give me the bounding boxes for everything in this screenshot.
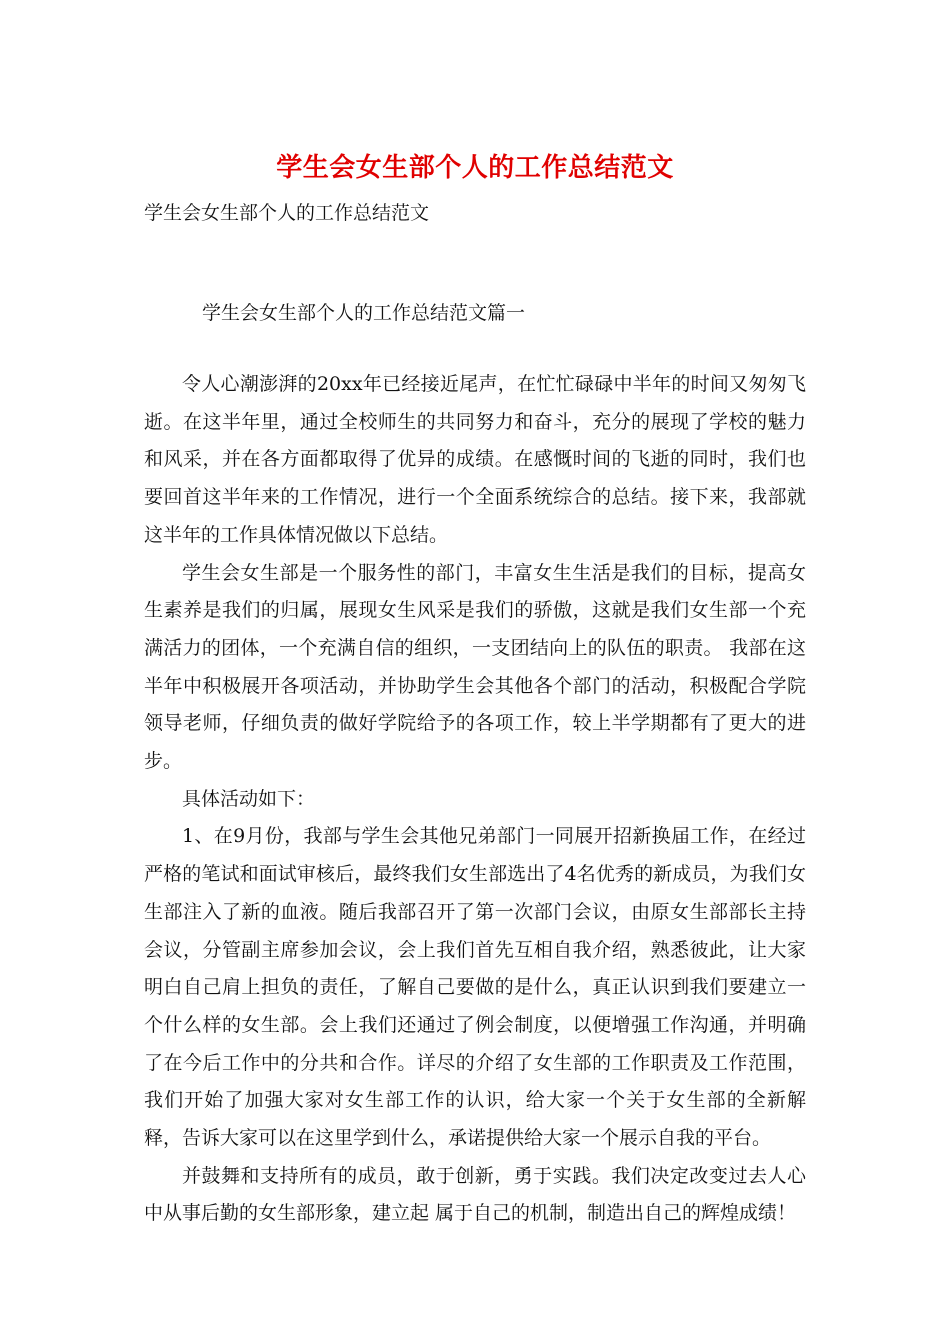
- paragraph-intro: 令人心潮澎湃的20xx年已经接近尾声，在忙忙碌碌中半年的时间又匆匆飞逝。在这半年里，通过全校师生的共同努力和奋斗，充分的展现了学校的魅力和风采，并在各方面都取得了优异的成绩。在感慨时间的飞逝的同时，我们也要回首这半年来的工作情况，进行一个全面系统综合的总结。接下来，我部就这半年的工作具体情况做以下总结。: [144, 373, 806, 546]
- document-body: [144, 366, 806, 1233]
- document-title: 学生会女生部个人的工作总结范文: [276, 153, 674, 183]
- paragraph-encouragement: 并鼓舞和支持所有的成员，敢于创新，勇于实践。我们决定改变过去人心中从事后勤的女生部形象，建立起 属于自己的机制，制造出自己的辉煌成绩！: [144, 1164, 806, 1225]
- section-heading: 学生会女生部个人的工作总结范文篇一: [202, 302, 526, 324]
- paragraph-activity-1: 1、在9月份，我部与学生会其他兄弟部门一同展开招新换届工作，在经过严格的笔试和面试审核后，最终我们女生部选出了4名优秀的新成员，为我们女生部注入了新的血液。随后我部召开了第一次部门会议，由原女生部部长主持会议，分管副主席参加会议，会上我们首先互相自我介绍，熟悉彼此，让大家明白自己肩上担负的责任，了解自己要做的是什么，真正认识到我们要建立一个什么样的女生部。会上我们还通过了例会制度，以便增强工作沟通，并明确了在今后工作中的分共和合作。详尽的介绍了女生部的工作职责及工作范围，我们开始了加强大家对女生部工作的认识，给大家一个关于女生部的全新解释，告诉大家可以在这里学到什么，承诺提供给大家一个展示自我的平台。: [144, 825, 806, 1150]
- paragraph-activities-heading: 具体活动如下：: [182, 787, 316, 810]
- document-subtitle: 学生会女生部个人的工作总结范文: [144, 202, 430, 224]
- paragraph-department: 学生会女生部是一个服务性的部门，丰富女生生活是我们的目标，提高女生素养是我们的归属，展现女生风采是我们的骄傲，这就是我们女生部一个充满活力的团体，一个充满自信的组织，一支团结向上的队伍的职责。 我部在这半年中积极展开各项活动，并协助学生会其他各个部门的活动，积极配合学院领导老师，仔细负责的做好学院给予的各项工作，较上半学期都有了更大的进步。: [144, 561, 806, 773]
